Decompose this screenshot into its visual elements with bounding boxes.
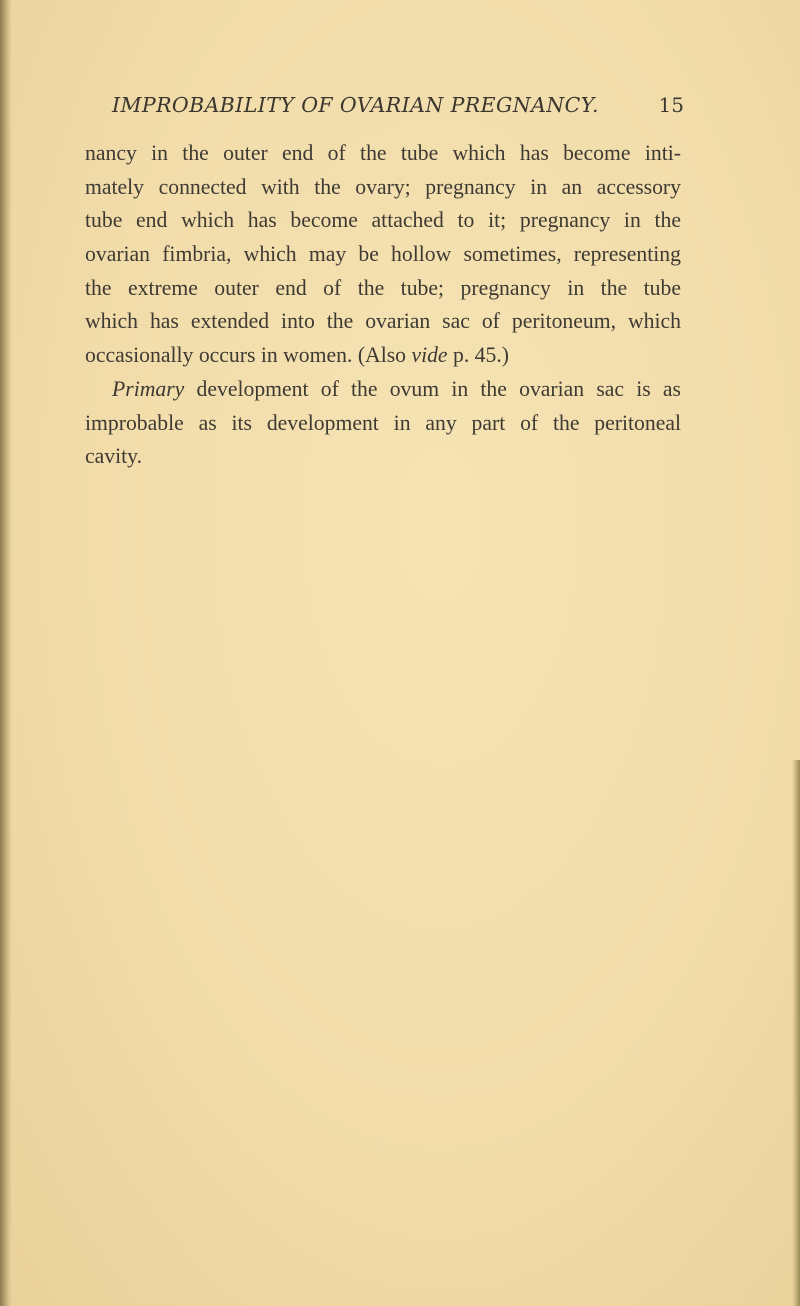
paragraph-start-line (85, 373, 681, 407)
italic-term: Primary (112, 376, 185, 401)
text-line: nancy in the outer end of the tube which has become inti- (85, 141, 681, 165)
running-head (112, 93, 684, 125)
paragraph-end-line (85, 339, 681, 373)
page-outer-edge (792, 760, 800, 1306)
text-segment: p. 45.) (447, 343, 510, 368)
text-segment: occasionally occurs in women. (Also (85, 343, 412, 368)
text-line: cavity. (85, 444, 143, 469)
text-line: mately connected with the ovary; pregnancy in an accessory (85, 174, 681, 199)
text-line: which has extended into the ovarian sac of peritoneum, which (85, 309, 681, 334)
text-line: the extreme outer end of the tube; pregnancy in the tube (85, 275, 681, 300)
text-line: ovarian fimbria, which may be hollow sometimes, representing (85, 242, 681, 267)
page-number: 15 (658, 93, 684, 117)
text-line: improbable as its development in any part of the peritoneal (85, 410, 681, 435)
text-line: tube end which has become attached to it; pregnancy in the (85, 208, 681, 233)
page-binding-edge (0, 0, 12, 1306)
running-title: IMPROBABILITY OF OVARIAN PREGNANCY. (112, 93, 599, 117)
text-segment: development of the ovum in the ovarian sac is as (184, 376, 681, 401)
body-text (85, 137, 681, 474)
italic-term: vide (411, 343, 448, 368)
